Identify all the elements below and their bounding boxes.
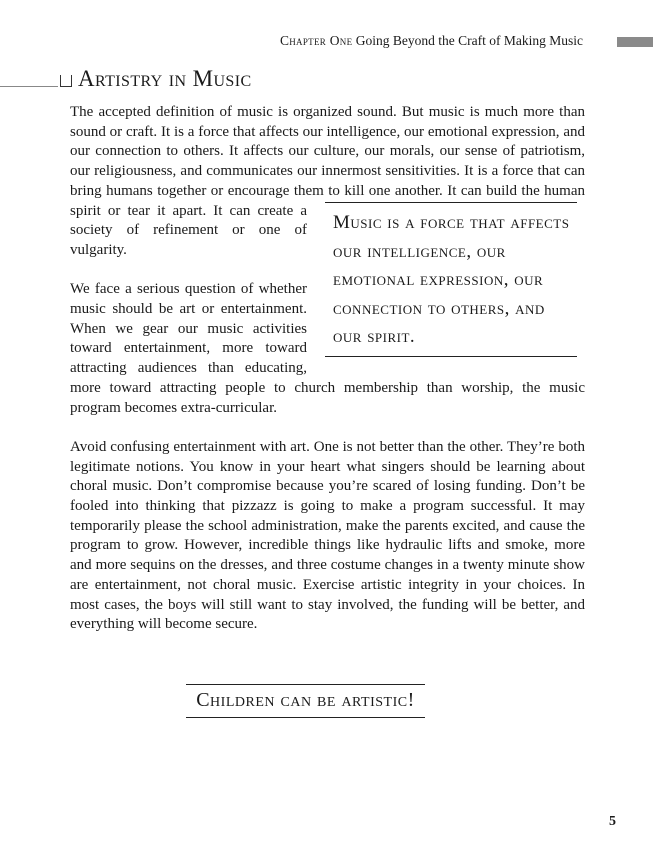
checkbox-bullet-icon [60, 75, 72, 87]
page-number: 5 [609, 814, 616, 829]
section-rule [0, 86, 58, 87]
chapter-title: Going Beyond the Craft of Making Music [355, 33, 583, 48]
paragraph: The accepted definition of music is organized sound. But music is much more than sound or craft. It is a force that affects our intelligence, our emotional expression, and our connection to others. It affects our culture, our morals, our sense of patriotism, our religiousness, and communicates our innermost sensitivities. It is a force that can bring humans together or encourage them to kill one another. It can build the human spirit or tear it apart. It can create a society of refinement or one of vulgarity. [70, 104, 585, 258]
page-tab-marker [617, 37, 653, 47]
running-header [280, 33, 583, 49]
section-title: Artistry in Music [78, 66, 252, 91]
paragraph: We face a serious question of whether music should be art or entertainment. When we gear our music activities toward entertainment, more toward attracting audiences than educating, more toward attracting people to church membership than worship, the music program becomes extra-curricular. [70, 281, 585, 416]
paragraph: Avoid confusing entertainment with art. One is not better than the other. They’re both legitimate notions. You know in your heart what singers should be learning about choral music. Don’t compromise because you’re scared of losing funding. Don’t be fooled into thinking that pizzazz is going to make a program successful. It may temporarily please the school administration, make the parents excited, and cause the program to grow. However, incredible things like hydraulic lifts and smoke, more and more sequins on the dresses, and three costume changes in a twenty minute show are entertainment, not choral music. Exercise artistic integrity in your choices. In most cases, the boys will still want to stay involved, the funding will be better, and everything will become secure. [70, 438, 585, 633]
body-text [70, 103, 585, 655]
pull-quote-bottom: Children can be artistic! [186, 684, 425, 718]
chapter-label: Chapter One [279, 33, 353, 48]
pull-quote: Music is a force that affects our intelligence, our emotional expression, our connection to others, and our spirit. [325, 202, 577, 357]
